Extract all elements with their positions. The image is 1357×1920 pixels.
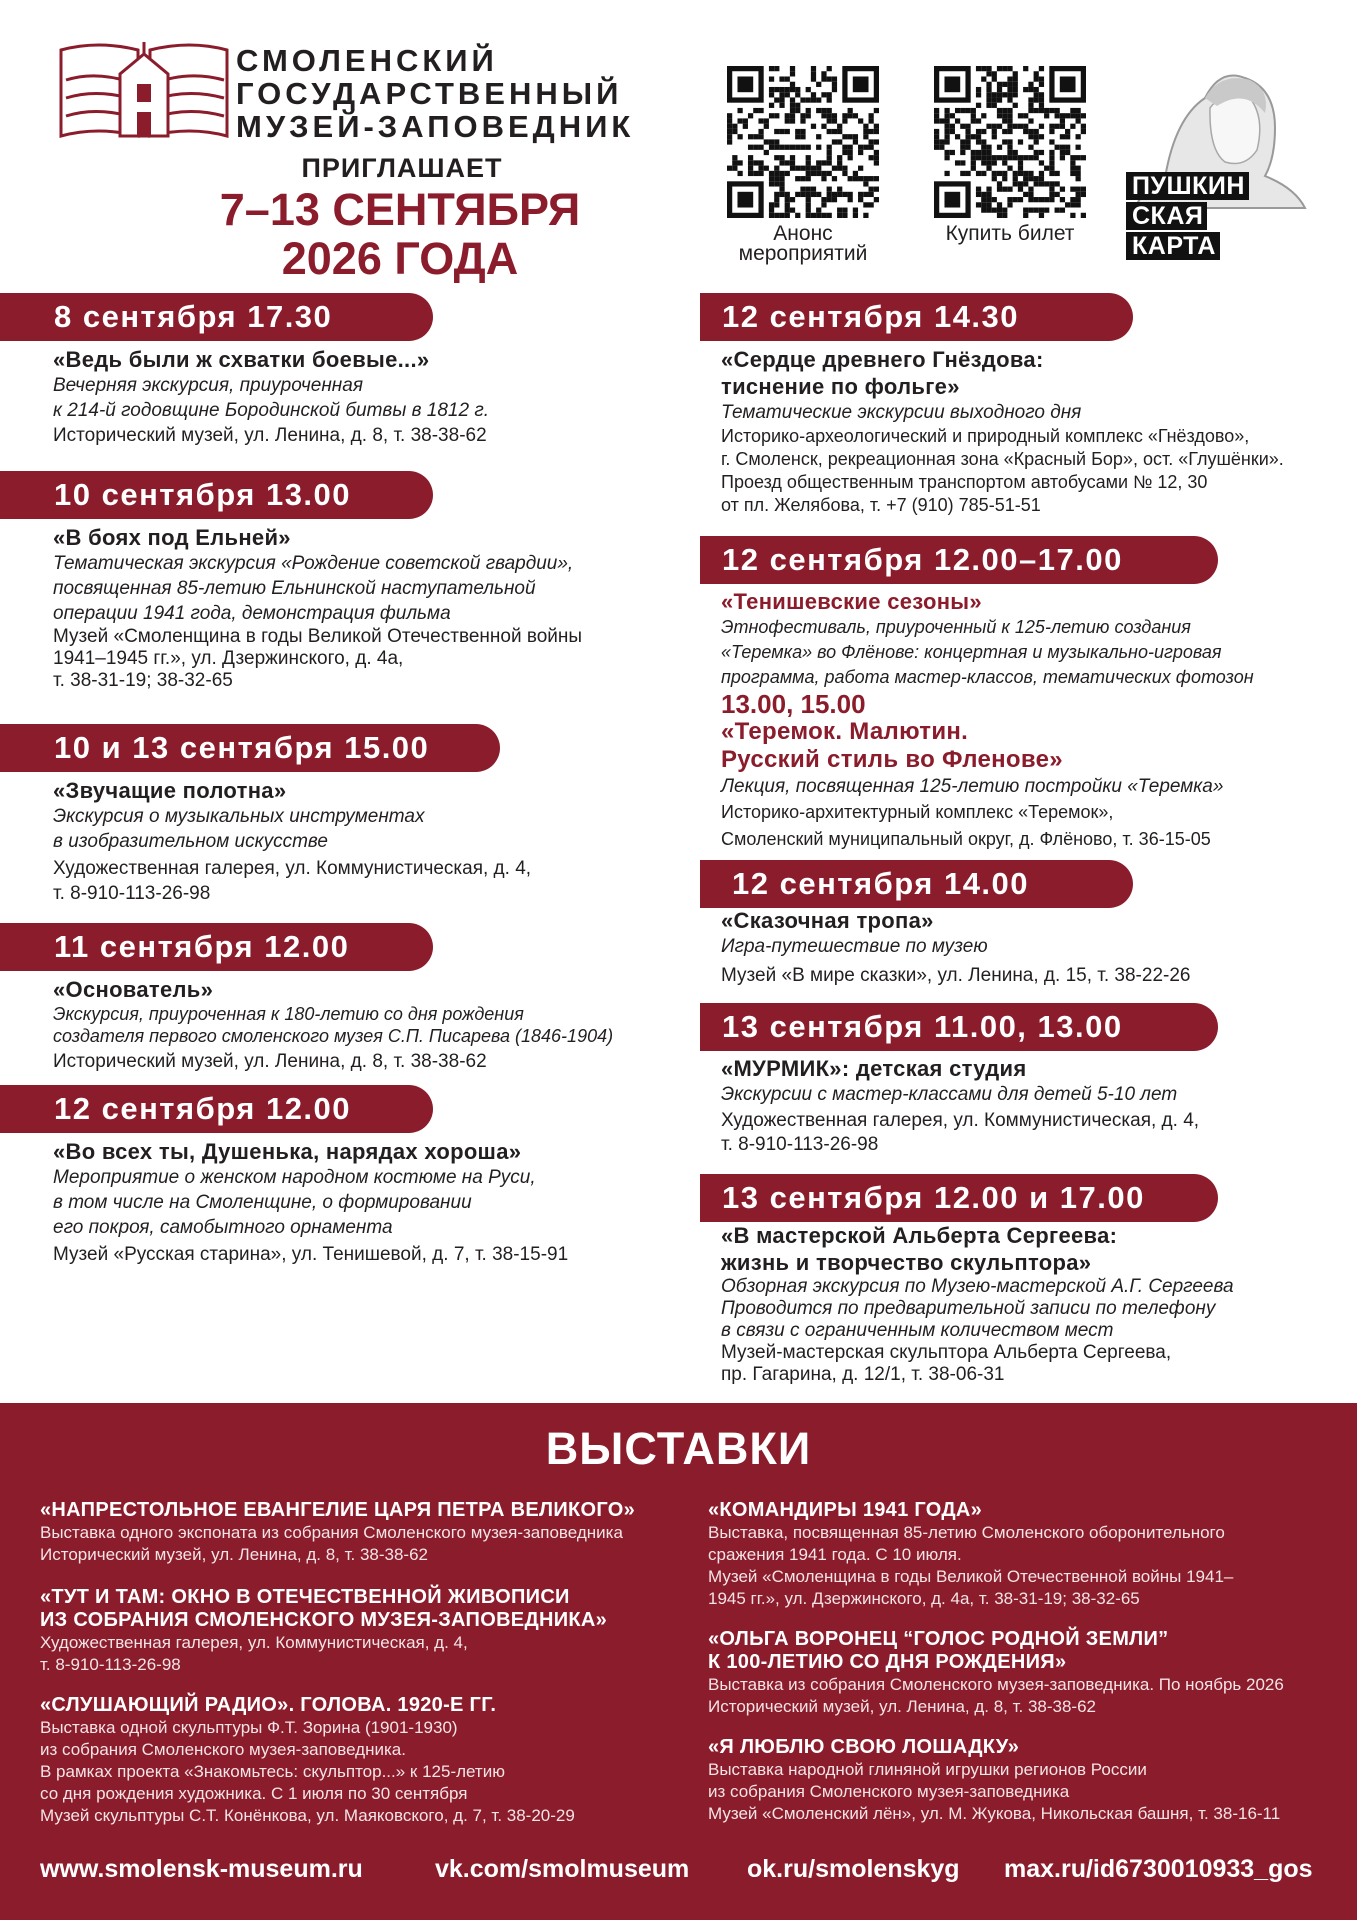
event-description: программа, работа мастер-классов, тематических фотозон [721,667,1254,687]
event-location: Художественная галерея, ул. Коммунистическая, д. 4, [721,1110,1200,1131]
event-block [53,524,673,692]
dates-line-1: 7–13 СЕНТЯБРЯ [219,184,581,235]
footer-links [0,1855,1357,1895]
event-block [53,976,693,1074]
event-location: Музей «В мире сказки», ул. Ленина, д. 15, т. 38-22-26 [721,965,1191,986]
event-description: Экскурсии с мастер-классами для детей 5-10 лет [721,1084,1178,1105]
exhibition-item [40,1499,680,1566]
pushkin-card-line-3: КАРТА [1126,232,1220,260]
event-location: Проезд общественным транспортом автобусами № 12, 30 [721,472,1208,492]
event-location: т. 38-31-19; 38-32-65 [53,670,233,691]
event-date-bar: 12 сентября 12.00–17.00 [700,536,1218,584]
event-date-bar: 12 сентября 14.30 [700,293,1133,341]
event-title: «Звучащие полотна» [53,778,287,803]
exhibition-location: Художественная галерея, ул. Коммунистическая, д. 4, [40,1633,468,1652]
event-description: Вечерняя экскурсия, приуроченная [53,375,363,396]
qr-code-tickets[interactable] [934,66,1086,218]
exhibition-location: Исторический музей, ул. Ленина, д. 8, т. 38-38-62 [708,1697,1097,1716]
org-line-2: ГОСУДАРСТВЕННЫЙ [236,76,623,111]
event-block [53,777,653,906]
pushkin-card-line-2: СКАЯ [1126,202,1207,230]
exhibition-title: «СЛУШАЮЩИЙ РАДИО». ГОЛОВА. 1920-Е ГГ. [40,1694,497,1716]
event-description: в изобразительном искусстве [53,831,328,852]
event-location: от пл. Желябова, т. +7 (910) 785-51-51 [721,495,1041,515]
pushkin-card-line-1: ПУШКИН [1126,172,1249,200]
event-location: Исторический музей, ул. Ленина, д. 8, т. 38-38-62 [53,425,487,446]
link-vk[interactable]: vk.com/smolmuseum [435,1855,690,1883]
exhibition-title: К 100-ЛЕТИЮ СО ДНЯ РОЖДЕНИЯ» [708,1651,1067,1673]
event-title: «В боях под Ельней» [53,525,291,550]
event-description: Экскурсия о музыкальных инструментах [53,806,425,827]
exhibition-description: Выставка одного экспоната из собрания Смоленского музея-заповедника [40,1523,623,1542]
qr-tickets-caption: Купить билет [945,222,1075,245]
museum-logo [58,40,230,140]
exhibition-location: т. 8-910-113-26-98 [40,1655,181,1674]
event-location: Музей «Русская старина», ул. Тенишевой, д. 7, т. 38-15-91 [53,1244,569,1265]
qr-events-caption-2: мероприятий [738,242,868,265]
event-date-bar: 12 сентября 14.00 [700,860,1133,908]
event-description: его покроя, самобытного орнамента [53,1217,393,1238]
event-description: посвященная 85-летию Ельнинской наступательной [53,578,536,599]
event-location: Музей-мастерская скульптора Альберта Сергеева, [721,1342,1172,1363]
exhibition-description: Выставка народной глиняной игрушки регионов России [708,1760,1147,1779]
event-title: тиснение по фольге» [721,374,960,399]
event-date-bar: 13 сентября 12.00 и 17.00 [700,1174,1218,1222]
org-line-3: МУЗЕЙ-ЗАПОВЕДНИК [236,109,635,144]
event-title: «Сказочная тропа» [721,908,934,933]
event-block [721,1222,1351,1386]
dates-line-2: 2026 ГОДА [281,233,519,284]
event-location: т. 8-910-113-26-98 [53,883,211,904]
event-location: пр. Гагарина, д. 12/1, т. 38-06-31 [721,1364,1005,1385]
exhibition-title: ИЗ СОБРАНИЯ СМОЛЕНСКОГО МУЗЕЯ-ЗАПОВЕДНИКА» [40,1609,608,1631]
event-description: создателя первого смоленского музея С.П. Писарева (1846-1904) [53,1026,614,1046]
organization-name [236,43,635,144]
event-description: Экскурсия, приуроченная к 180-летию со дня рождения [53,1004,524,1024]
exhibition-location: 1945 гг.», ул. Дзержинского, д. 4а, т. 38-31-19; 38-32-65 [708,1589,1140,1608]
exhibition-title: «Я ЛЮБЛЮ СВОЮ ЛОШАДКУ» [708,1736,1020,1758]
event-date-bar: 8 сентября 17.30 [0,293,433,341]
event-block [721,346,1341,517]
event-description: операции 1941 года, демонстрация фильма [53,603,451,624]
event-description: в связи с ограниченным количеством мест [721,1320,1114,1341]
pushkin-card-logo [1126,172,1312,262]
exhibition-location: Музей скульптуры С.Т. Конёнкова, ул. Маяковского, д. 7, т. 38-20-29 [40,1806,575,1825]
exhibitions-section [0,1403,1357,1920]
event-description: Этнофестиваль, приуроченный к 125-летию создания [721,617,1191,637]
exhibition-location: Музей «Смоленский лён», ул. М. Жукова, Никольская башня, т. 38-16-11 [708,1804,1281,1823]
event-description: Лекция, посвященная 125-летию постройки «Теремка» [721,776,1224,797]
exhibition-description: из собрания Смоленского музея-заповедника. [40,1740,406,1759]
link-ok[interactable]: ok.ru/smolenskyg [747,1855,960,1883]
exhibition-title: «КОМАНДИРЫ 1941 ГОДА» [708,1499,983,1521]
invites-text: ПРИГЛАШАЕТ [301,153,503,183]
exhibition-item [708,1499,1348,1610]
event-block [721,588,1341,853]
event-location: Смоленский муниципальный округ, д. Флёново, т. 36-15-05 [721,829,1211,849]
event-description: «Теремка» во Флёнове: концертная и музыкально-игровая [721,642,1222,662]
event-title: «Тенишевские сезоны» [721,589,982,614]
exhibition-description: Выставка, посвященная 85-летию Смоленского оборонительного [708,1523,1225,1542]
event-title: «Во всех ты, Душенька, нарядах хороша» [53,1139,522,1164]
event-description: в том числе на Смоленщине, о формировании [53,1192,472,1213]
event-title: «Ведь были ж схватки боевые...» [53,347,430,372]
event-block [721,1055,1341,1156]
event-date-bar: 11 сентября 12.00 [0,923,433,971]
event-date-bar: 13 сентября 11.00, 13.00 [700,1003,1218,1051]
exhibition-location: Исторический музей, ул. Ленина, д. 8, т. 38-38-62 [40,1545,429,1564]
event-description: Мероприятие о женском народном костюме на Руси, [53,1167,536,1188]
link-website[interactable]: www.smolensk-museum.ru [40,1855,363,1883]
event-location: Музей «Смоленщина в годы Великой Отечественной войны [53,626,583,647]
event-description: Игра-путешествие по музею [721,936,988,957]
event-title: Русский стиль во Фленове» [721,746,1063,773]
event-description: Проводится по предварительной записи по телефону [721,1298,1216,1319]
event-description: Тематическая экскурсия «Рождение советской гвардии», [53,553,574,574]
event-description: Тематические экскурсии выходного дня [721,402,1082,423]
event-title: «Сердце древнего Гнёздова: [721,347,1044,372]
event-location: т. 8-910-113-26-98 [721,1134,879,1155]
event-location: 1941–1945 гг.», ул. Дзержинского, д. 4а, [53,648,404,669]
exhibition-description: В рамках проекта «Знакомьтесь: скульптор...» к 125-летию [40,1762,505,1781]
exhibition-title: «ОЛЬГА ВОРОНЕЦ “ГОЛОС РОДНОЙ ЗЕМЛИ” [708,1628,1169,1650]
event-time: 13.00, 15.00 [721,689,866,719]
event-location: Художественная галерея, ул. Коммунистическая, д. 4, [53,858,532,879]
event-date-bar: 10 и 13 сентября 15.00 [0,724,500,772]
exhibition-location: Музей «Смоленщина в годы Великой Отечественной войны 1941– [708,1567,1234,1586]
exhibition-title: «ТУТ И ТАМ: ОКНО В ОТЕЧЕСТВЕННОЙ ЖИВОПИСИ [40,1586,570,1608]
event-location: г. Смоленск, рекреационная зона «Красный Бор», ост. «Глушёнки». [721,449,1284,469]
exhibition-title: «НАПРЕСТОЛЬНОЕ ЕВАНГЕЛИЕ ЦАРЯ ПЕТРА ВЕЛИКОГО» [40,1499,636,1521]
event-dates [190,185,610,283]
event-block [721,907,1341,988]
event-title: «Основатель» [53,977,214,1002]
qr-events-caption-1: Анонс [773,222,833,245]
org-line-1: СМОЛЕНСКИЙ [236,43,498,78]
link-max[interactable]: max.ru/id6730010933_gos [1004,1855,1313,1883]
exhibition-item [40,1694,680,1827]
event-title: «В мастерской Альберта Сергеева: [721,1223,1118,1248]
exhibition-item [708,1628,1348,1718]
exhibition-description: из собрания Смоленского музея-заповедника [708,1782,1070,1801]
event-block [53,346,653,448]
exhibition-description: со дня рождения художника. С 1 июля по 30 сентября [40,1784,468,1803]
qr-events-caption [700,224,906,264]
exhibition-item [708,1736,1348,1825]
exhibition-description: Выставка одной скульптуры Ф.Т. Зорина (1901-1930) [40,1718,458,1737]
event-description: Обзорная экскурсия по Музею-мастерской А.Г. Сергеева [721,1276,1234,1297]
event-block [53,1138,693,1267]
event-title: жизнь и творчество скульптора» [721,1250,1092,1275]
event-title: «МУРМИК»: детская студия [721,1056,1027,1081]
exhibition-description: сражения 1941 года. С 10 июля. [708,1545,962,1564]
event-date-bar: 12 сентября 12.00 [0,1085,433,1133]
event-description: к 214-й годовщине Бородинской битвы в 1812 г. [53,400,489,421]
event-location: Историко-археологический и природный комплекс «Гнёздово», [721,426,1250,446]
event-date-bar: 10 сентября 13.00 [0,471,433,519]
exhibitions-title: ВЫСТАВКИ [545,1423,812,1474]
exhibition-description: Выставка из собрания Смоленского музея-заповедника. По ноябрь 2026 [708,1675,1284,1694]
event-location: Исторический музей, ул. Ленина, д. 8, т. 38-38-62 [53,1051,487,1072]
event-title: «Теремок. Малютин. [721,718,969,745]
qr-code-events[interactable] [727,66,879,218]
event-location: Историко-архитектурный комплекс «Теремок», [721,802,1114,822]
exhibition-item [40,1586,680,1676]
